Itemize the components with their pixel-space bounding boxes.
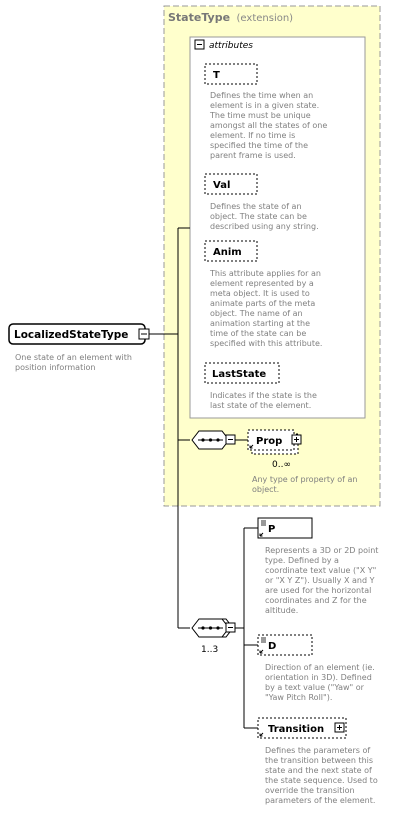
element-p-name: P (268, 524, 276, 535)
element-d[interactable] (258, 635, 312, 655)
prop-description: Any type of property of an object. (252, 475, 358, 494)
element-p-description: Represents a 3D or 2D point type. Defined by a coordinate text value ("X Y" or "X Y Z"). Usually X and Y are used for the horizontal coordinates and Z for the altitude. (265, 546, 379, 615)
attribute-anim-name: Anim (213, 247, 242, 258)
element-prop-name: Prop (256, 436, 283, 447)
root-element-name: LocalizedStateType (14, 329, 129, 341)
sequence-compositor-elements[interactable] (192, 619, 235, 637)
attribute-anim-description: This attribute applies for an element represented by a meta object. It is used to animate parts of the meta object. The name of an animation starting at the time of the state can be specified with this attribute. (210, 269, 323, 348)
attribute-t-name: T (213, 70, 220, 81)
element-transition-name: Transition (268, 724, 325, 735)
svg-text:StateType (extension) (168, 11, 293, 24)
extension-qualifier: (extension) (236, 13, 294, 24)
element-p[interactable] (258, 518, 312, 538)
element-transition[interactable] (258, 718, 346, 738)
sequence-multiplicity: 1..3 (201, 645, 219, 655)
extension-type-name: StateType (168, 11, 231, 24)
element-prop[interactable] (248, 430, 301, 454)
element-d-name: D (268, 641, 277, 652)
attribute-t-description: Defines the time when an element is in a given state. The time must be unique amongst all the states of one element. If no time is specified the time of the parent frame is used. (210, 91, 328, 160)
root-element[interactable] (9, 324, 149, 344)
attribute-laststate-name: LastState (212, 369, 267, 380)
element-d-description: Direction of an element (ie. orientation in 3D). Defined by a text value ("Yaw" or "Yaw Pitch Roll"). (265, 663, 375, 702)
prop-multiplicity: 0..∞ (272, 460, 291, 470)
attributes-label: attributes (209, 41, 253, 51)
attribute-val-name: Val (213, 180, 231, 191)
element-transition-description: Defines the parameters of the transition between this state and the next state of the state sequence. Used to override the transition parameters of the element. (265, 746, 378, 805)
attribute-val-description: Defines the state of an object. The state can be described using any string. (210, 202, 319, 231)
attribute-laststate-description: Indicates if the state is the last state of the element. (210, 391, 317, 410)
root-description: One state of an element with position information (15, 353, 132, 372)
